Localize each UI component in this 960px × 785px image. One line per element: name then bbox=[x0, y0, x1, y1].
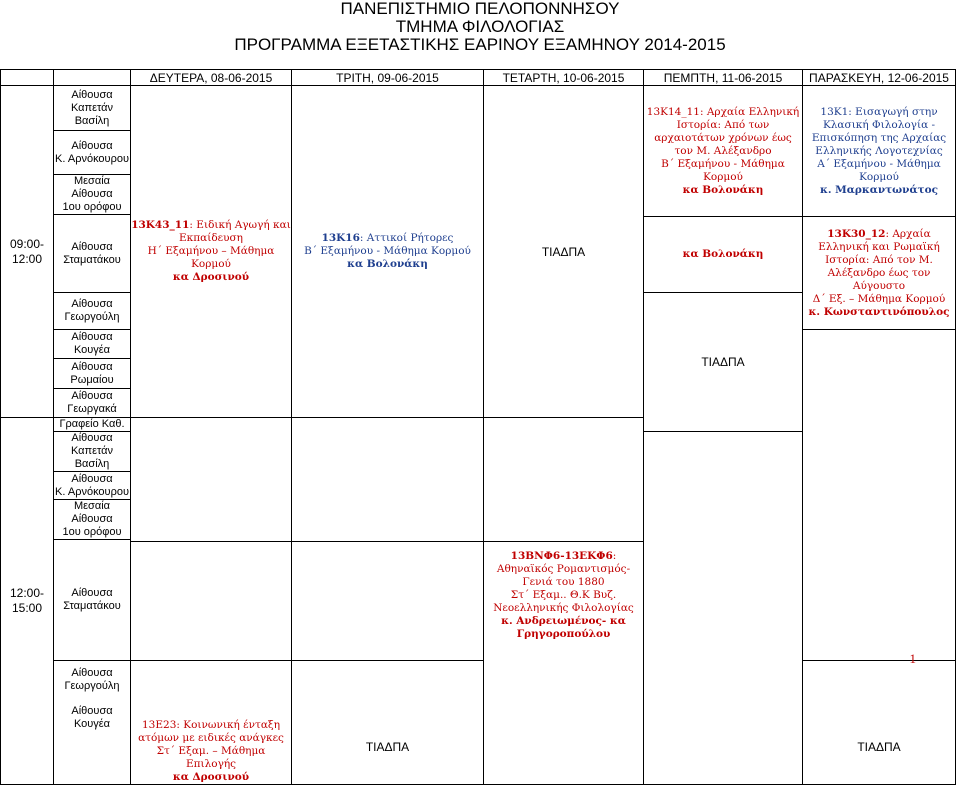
exam-cell-fri-mid: 13Κ30_12: Αρχαία Ελληνική και Ρωμαϊκή Ιστορία: Από τον Μ. Αλέξανδρο έως τον Αύγουστο Δ΄ Εξ. – Μάθημα Κορμού κ. Κωνσταντινόπουλος bbox=[803, 217, 956, 330]
empty-cell-wed bbox=[484, 418, 644, 542]
room-cell: Αίθουσα Κ. Αρνόκουρου bbox=[54, 131, 131, 175]
day-header-monday: ΔΕΥΤΕΡΑ, 08-06-2015 bbox=[131, 70, 292, 86]
room-cell: Αίθουσα Σταματάκου bbox=[54, 540, 131, 661]
time-slot-morning: 09:00- 12:00 bbox=[1, 86, 54, 418]
exam-cell-tue-morning: 13Κ16: Αττικοί Ρήτορες Β΄ Εξαμήνου - Μάθημα Κορμού κα Βολονάκη bbox=[292, 86, 484, 418]
room-cell: Γραφείο Καθ. bbox=[54, 418, 131, 432]
exam-cell-wed-morning: ΤΙΑΔΠΑ bbox=[484, 86, 644, 418]
room-cell: Αίθουσα Καπετάν Βασίλη bbox=[54, 86, 131, 131]
page-number: 1 bbox=[909, 651, 916, 666]
exam-cell-mon-noon: 13Ε23: Κοινωνική ένταξη ατόμων με ειδικές ανάγκες Στ΄ Εξαμ. – Μάθημα Επιλογής κα Δροσινού bbox=[131, 660, 292, 784]
empty-cell-fri bbox=[803, 330, 956, 661]
empty-cell-tue bbox=[292, 418, 484, 542]
day-header-wednesday: ΤΕΤΑΡΤΗ, 10-06-2015 bbox=[484, 70, 644, 86]
room-cell: Αίθουσα Κ. Αρνόκουρου bbox=[55, 472, 129, 498]
exam-cell-wed-bottom: ΤΙΑΔΠΑ bbox=[803, 660, 956, 784]
department-name: ΤΜΗΜΑ ΦΙΛΟΛΟΓΙΑΣ bbox=[395, 17, 565, 36]
room-cell: Αίθουσα Σταματάκου bbox=[54, 215, 131, 293]
empty-cell-tue-2 bbox=[292, 542, 484, 661]
exam-cell-fri-top: 13Κ1: Εισαγωγή στην Κλασική Φιλολογία - Επισκόπηση της Αρχαίας Ελληνικής Λογοτεχνίας Α΄ Εξαμήνου - Μάθημα Κορμού κ. Μαρκαντωνάτος bbox=[803, 86, 956, 217]
room-cell: Αίθουσα Κουγέα bbox=[54, 330, 131, 359]
corner-cell bbox=[1, 70, 54, 86]
exam-cell-tue-noon: ΤΙΑΔΠΑ bbox=[292, 660, 484, 784]
room-cell: Αίθουσα Γεωργούλη bbox=[54, 293, 131, 330]
day-header-thursday: ΠΕΜΠΤΗ, 11-06-2015 bbox=[644, 70, 803, 86]
exam-cell-thu-mid: κα Βολονάκη bbox=[644, 217, 803, 293]
room-cell: Αίθουσα Ρωμαίου bbox=[54, 359, 131, 389]
room-cell: Αίθουσα Γεωργούλη Αίθουσα Κουγέα bbox=[54, 660, 131, 784]
exam-schedule-table bbox=[0, 69, 956, 785]
exam-cell-mon-morning: 13Κ43_11: Ειδική Αγωγή και Εκπαίδευση Η΄ Εξαμήνου – Μάθημα Κορμού κα Δροσινού bbox=[131, 86, 292, 418]
corner-room-cell bbox=[54, 70, 131, 86]
day-header-friday: ΠΑΡΑΣΚΕΥΗ, 12-06-2015 bbox=[803, 70, 956, 86]
room-cell: Αίθουσα Καπετάν Βασίλη bbox=[54, 432, 131, 472]
room-cell: Μεσαία Αίθουσα 1ου ορόφου bbox=[54, 175, 131, 215]
room-cell: Αίθουσα Γεωργακά bbox=[54, 389, 131, 418]
day-header-tuesday: ΤΡΙΤΗ, 09-06-2015 bbox=[292, 70, 484, 86]
room-cell: Μεσαία Αίθουσα 1ου ορόφου bbox=[54, 500, 131, 540]
exam-cell-thu-noon: ΤΙΑΔΠΑ bbox=[644, 293, 803, 432]
exam-cell-wed-noon: 13ΒΝΦ6-13ΕΚΦ6: Αθηναϊκός Ρομαντισμός- Γενιά του 1880 Στ΄ Εξαμ.. Θ.Κ Βυζ. Νεοελληνικής Φιλολογίας κ. Ανδρειωμένος- κα Γρηγοροπούλου bbox=[484, 542, 644, 785]
header-title bbox=[0, 0, 960, 54]
empty-cell-mon bbox=[131, 418, 292, 542]
schedule-title: ΠΡΟΓΡΑΜΜΑ ΕΞΕΤΑΣΤΙΚΗΣ ΕΑΡΙΝΟΥ ΕΞΑΜΗΝΟΥ 2014-2015 bbox=[234, 35, 726, 54]
exam-cell-thu-top: 13Κ14_11: Αρχαία Ελληνική Ιστορία: Από των αρχαιοτάτων χρόνων έως τον Μ. Αλέξανδρο Β΄ Εξαμήνου - Μάθημα Κορμού κα Βολονάκη bbox=[644, 86, 803, 217]
empty-cell-thu bbox=[644, 432, 803, 785]
university-name: ΠΑΝΕΠΙΣΤΗΜΙΟ ΠΕΛΟΠΟΝΝΗΣΟΥ bbox=[340, 0, 620, 18]
empty-cell-mon-2 bbox=[131, 542, 292, 661]
time-slot-noon: 12:00- 15:00 bbox=[1, 418, 54, 785]
